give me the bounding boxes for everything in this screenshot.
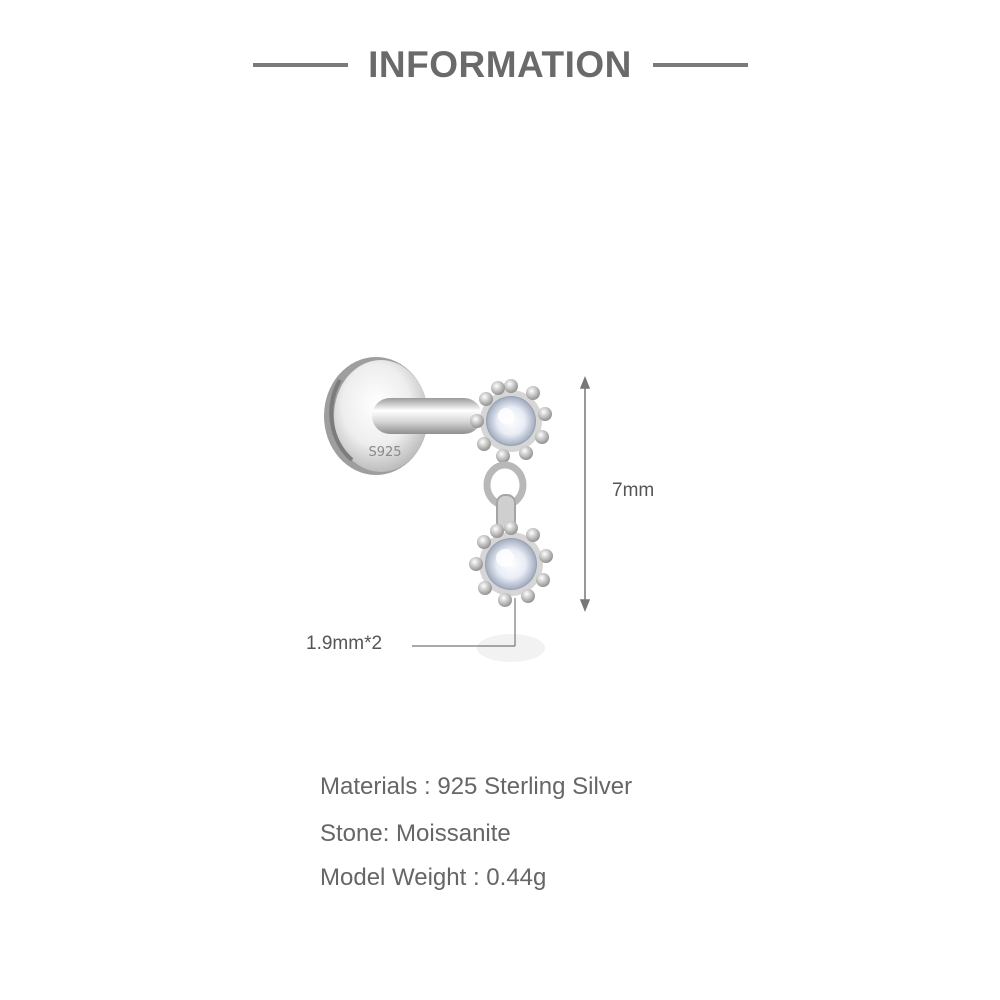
height-dimension-label: 7mm bbox=[612, 480, 655, 501]
reflection bbox=[477, 634, 545, 662]
top-stone-setting bbox=[470, 379, 552, 463]
stamp-text: S925 bbox=[368, 445, 402, 460]
earring-bar bbox=[372, 398, 482, 434]
stone-spec: Stone: Moissanite bbox=[320, 820, 511, 847]
weight-spec: Model Weight : 0.44g bbox=[320, 864, 547, 891]
bottom-stone-setting bbox=[469, 521, 553, 607]
height-dimension-line bbox=[581, 378, 589, 610]
materials-spec: Materials : 925 Sterling Silver bbox=[320, 773, 633, 800]
stone-size-label: 1.9mm*2 bbox=[306, 633, 383, 654]
page-title: INFORMATION bbox=[368, 44, 632, 85]
